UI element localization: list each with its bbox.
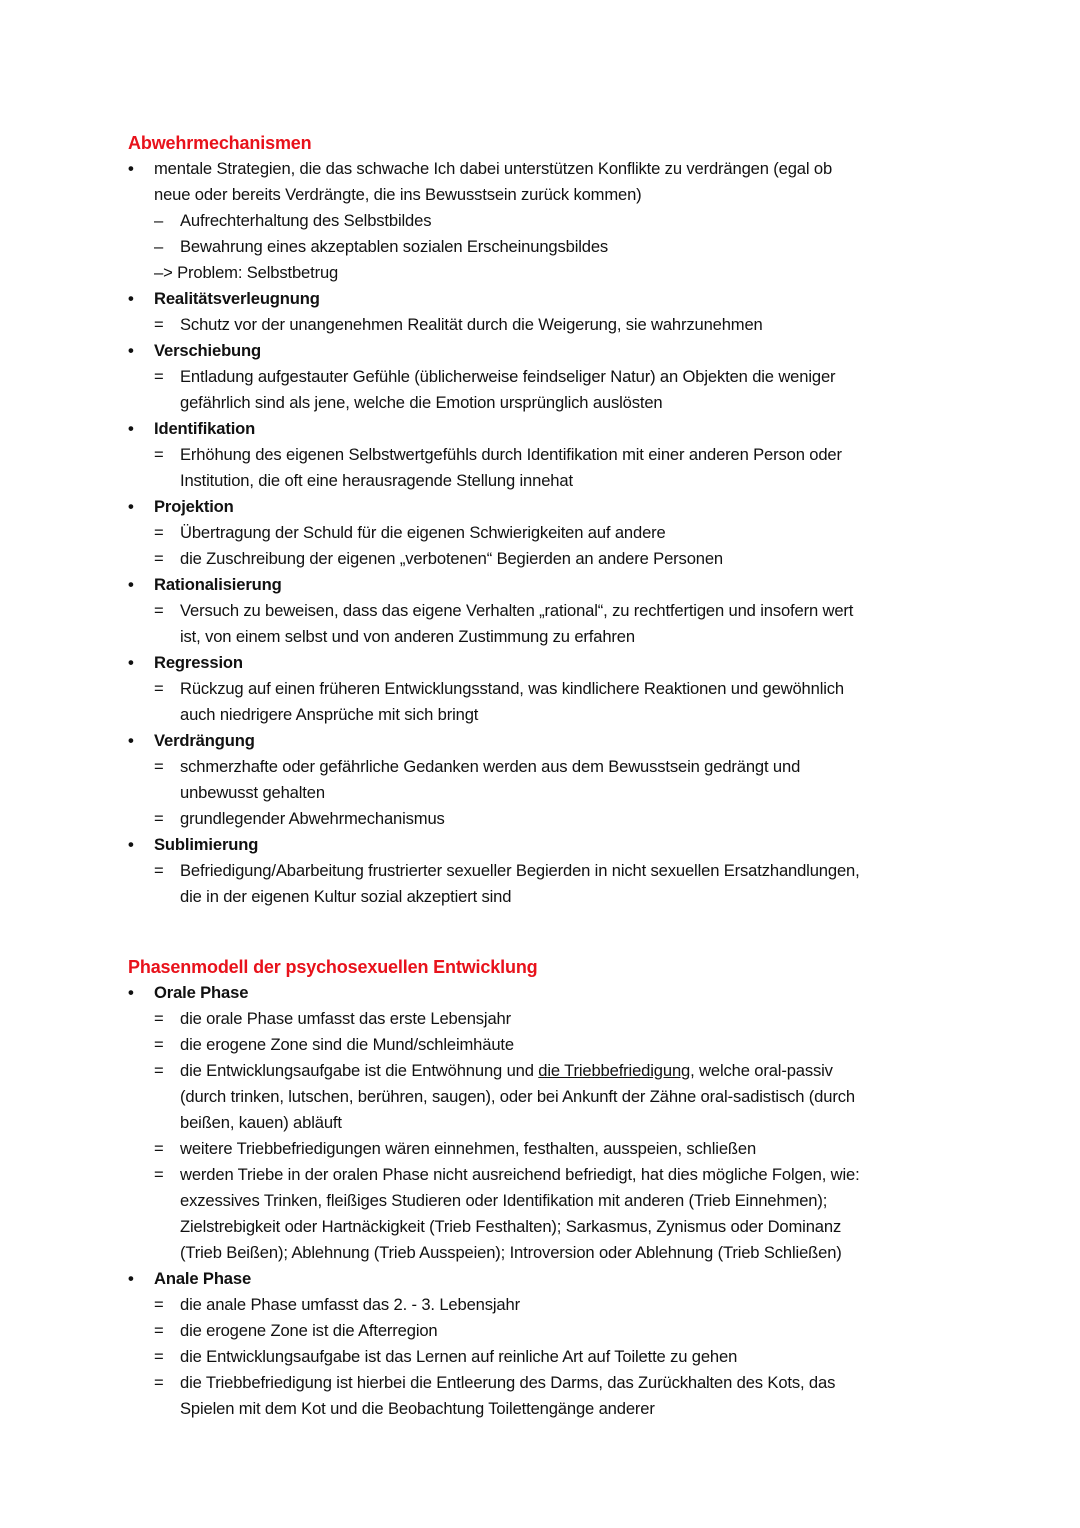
text-line [128, 182, 968, 208]
sub-text: Spielen mit dem Kot und die Beobachtung Toilettengänge anderer [180, 1399, 655, 1418]
sub-text: Institution, die oft eine herausragende Stellung innehat [180, 471, 573, 490]
sub-text: die in der eigenen Kultur sozial akzeptiert sind [180, 887, 512, 906]
sub-line [128, 1084, 968, 1110]
bullet-icon: • [128, 289, 134, 308]
document-section [128, 130, 968, 910]
sub-line [128, 780, 968, 806]
bullet-item [128, 1266, 968, 1422]
sub-line [128, 546, 968, 572]
sub-text: die Entwicklungsaufgabe ist das Lernen auf reinliche Art auf Toilette zu gehen [180, 1347, 738, 1366]
sub-marker: = [154, 601, 164, 620]
sub-line [128, 754, 968, 780]
sub-line [128, 1240, 968, 1266]
bullet-icon: • [128, 341, 134, 360]
bullet-icon: • [128, 159, 134, 178]
sub-line [128, 806, 968, 832]
sub-marker: = [154, 861, 164, 880]
sub-line [128, 702, 968, 728]
item-title: Projektion [154, 497, 234, 516]
sub-text: Entladung aufgestauter Gefühle (üblicherweise feindseliger Natur) an Objekten die weniger [180, 367, 836, 386]
sub-line [128, 1344, 968, 1370]
bullet-item [128, 416, 968, 494]
sub-text: die erogene Zone sind die Mund/schleimhäute [180, 1035, 514, 1054]
sub-text: exzessives Trinken, fleißiges Studieren oder Identifikation mit anderen (Trieb Einnehmen); [180, 1191, 828, 1210]
bullet-item [128, 156, 968, 286]
bullet-icon: • [128, 419, 134, 438]
sub-line [128, 624, 968, 650]
sub-line [128, 520, 968, 546]
sub-text: (Trieb Beißen); Ablehnung (Trieb Ausspeien); Introversion oder Ablehnung (Trieb Schließen) [180, 1243, 842, 1262]
sub-line [128, 1136, 968, 1162]
sub-text: gefährlich sind als jene, welche die Emotion ursprünglich auslösten [180, 393, 663, 412]
text-line [128, 980, 968, 1006]
sub-line [128, 1214, 968, 1240]
text-line [128, 650, 968, 676]
sub-line [128, 676, 968, 702]
sub-marker: = [154, 1373, 164, 1392]
item-title: Verdrängung [154, 731, 255, 750]
sub-line [128, 884, 968, 910]
sub-marker: = [154, 809, 164, 828]
sub-text: (durch trinken, lutschen, berühren, saugen), oder bei Ankunft der Zähne oral-sadistisch (durch [180, 1087, 855, 1106]
sub-text: Aufrechterhaltung des Selbstbildes [180, 211, 432, 230]
item-title: Regression [154, 653, 243, 672]
sub-text: –> Problem: Selbstbetrug [154, 263, 339, 282]
sub-text: beißen, kauen) abläuft [180, 1113, 342, 1132]
bullet-icon: • [128, 497, 134, 516]
sub-line [128, 312, 968, 338]
bullet-icon: • [128, 835, 134, 854]
bullet-icon: • [128, 983, 134, 1002]
sub-marker: = [154, 1347, 164, 1366]
text-line [128, 286, 968, 312]
item-title: Realitätsverleugnung [154, 289, 320, 308]
sub-text: werden Triebe in der oralen Phase nicht ausreichend befriedigt, hat dies mögliche Folgen, wie: [180, 1165, 860, 1184]
sub-marker: = [154, 549, 164, 568]
sub-line [128, 1032, 968, 1058]
sub-marker: = [154, 1009, 164, 1028]
sub-text: weitere Triebbefriedigungen wären einnehmen, festhalten, ausspeien, schließen [180, 1139, 757, 1158]
sub-text: die Triebbefriedigung ist hierbei die Entleerung des Darms, das Zurückhalten des Kots, das [180, 1373, 836, 1392]
sub-text: Übertragung der Schuld für die eigenen Schwierigkeiten auf andere [180, 523, 666, 542]
sub-marker: = [154, 1165, 164, 1184]
text-line [128, 416, 968, 442]
sub-text: schmerzhafte oder gefährliche Gedanken werden aus dem Bewusstsein gedrängt und [180, 757, 801, 776]
sub-line [128, 858, 968, 884]
sub-text: Schutz vor der unangenehmen Realität durch die Weigerung, sie wahrzunehmen [180, 315, 763, 334]
sub-marker: = [154, 1321, 164, 1340]
bullet-item [128, 494, 968, 572]
sub-marker: = [154, 1295, 164, 1314]
bullet-item [128, 286, 968, 338]
sub-text: unbewusst gehalten [180, 783, 325, 802]
sub-marker: = [154, 757, 164, 776]
bullet-item [128, 572, 968, 650]
item-text: neue oder bereits Verdrängte, die ins Bewusstsein zurück kommen) [154, 185, 642, 204]
item-title: Rationalisierung [154, 575, 282, 594]
bullet-icon: • [128, 653, 134, 672]
sub-marker: – [154, 237, 164, 256]
bullet-icon: • [128, 575, 134, 594]
sub-text: ist, von einem selbst und von anderen Zustimmung zu erfahren [180, 627, 635, 646]
sub-text: Versuch zu beweisen, dass das eigene Verhalten „rational“, zu rechtfertigen und insofern wert [180, 601, 854, 620]
bullet-item [128, 832, 968, 910]
bullet-icon: • [128, 1269, 134, 1288]
item-title: Identifikation [154, 419, 256, 438]
sub-text: die Zuschreibung der eigenen „verbotenen“ Begierden an andere Personen [180, 549, 724, 568]
item-title: Orale Phase [154, 983, 249, 1002]
sub-line [128, 260, 968, 286]
sub-text: Zielstrebigkeit oder Hartnäckigkeit (Trieb Festhalten); Sarkasmus, Zynismus oder Dominanz [180, 1217, 842, 1236]
sub-line [128, 1292, 968, 1318]
document-page [128, 130, 968, 1422]
bullet-item [128, 338, 968, 416]
sub-text: die erogene Zone ist die Afterregion [180, 1321, 438, 1340]
sub-marker: = [154, 367, 164, 386]
sub-line [128, 208, 968, 234]
sub-line [128, 1370, 968, 1396]
sub-text: Bewahrung eines akzeptablen sozialen Erscheinungsbildes [180, 237, 609, 256]
text-line [128, 572, 968, 598]
sub-line [128, 1110, 968, 1136]
sub-marker: = [154, 315, 164, 334]
bullet-icon: • [128, 731, 134, 750]
sub-line [128, 442, 968, 468]
document-section [128, 954, 968, 1422]
text-line [128, 494, 968, 520]
sub-line [128, 234, 968, 260]
sub-marker: = [154, 679, 164, 698]
text-line [128, 728, 968, 754]
item-title: Anale Phase [154, 1269, 252, 1288]
sub-marker: = [154, 1035, 164, 1054]
item-title: Verschiebung [154, 341, 262, 360]
sub-text: auch niedrigere Ansprüche mit sich bringt [180, 705, 479, 724]
text-line [128, 156, 968, 182]
sub-text: die anale Phase umfasst das 2. - 3. Lebensjahr [180, 1295, 520, 1314]
section-heading: Abwehrmechanismen [128, 133, 312, 153]
sub-marker: – [154, 211, 164, 230]
sub-marker: = [154, 1061, 164, 1080]
sub-text [180, 1058, 833, 1084]
sub-text: Erhöhung des eigenen Selbstwertgefühls durch Identifikation mit einer anderen Person oder [180, 445, 842, 464]
sub-text: grundlegender Abwehrmechanismus [180, 809, 445, 828]
sub-line [128, 468, 968, 494]
bullet-item [128, 728, 968, 832]
section-heading: Phasenmodell der psychosexuellen Entwicklung [128, 957, 538, 977]
sub-line [128, 364, 968, 390]
item-text: mentale Strategien, die das schwache Ich dabei unterstützen Konflikte zu verdrängen (egal ob [154, 159, 833, 178]
text-segment: die Entwicklungsaufgabe ist die Entwöhnung und [180, 1061, 539, 1080]
sub-line [128, 1058, 968, 1084]
bullet-item [128, 650, 968, 728]
sub-line [128, 1396, 968, 1422]
sub-line [128, 1318, 968, 1344]
item-title: Sublimierung [154, 835, 259, 854]
sub-text: die orale Phase umfasst das erste Lebensjahr [180, 1009, 512, 1028]
text-line [128, 1266, 968, 1292]
sub-line [128, 390, 968, 416]
text-line [128, 338, 968, 364]
sub-line [128, 1006, 968, 1032]
sub-line [128, 1162, 968, 1188]
text-segment: , welche oral-passiv [690, 1061, 833, 1080]
sub-line [128, 598, 968, 624]
sub-text: Befriedigung/Abarbeitung frustrierter sexueller Begierden in nicht sexuellen Ersatzhandlungen, [180, 861, 860, 880]
sub-marker: = [154, 1139, 164, 1158]
bullet-item [128, 980, 968, 1266]
text-line [128, 832, 968, 858]
sub-marker: = [154, 523, 164, 542]
sub-text: Rückzug auf einen früheren Entwicklungsstand, was kindlichere Reaktionen und gewöhnlich [180, 679, 845, 698]
sub-line [128, 1188, 968, 1214]
underlined-term: die Triebbefriedigung [538, 1061, 691, 1080]
sub-marker: = [154, 445, 164, 464]
